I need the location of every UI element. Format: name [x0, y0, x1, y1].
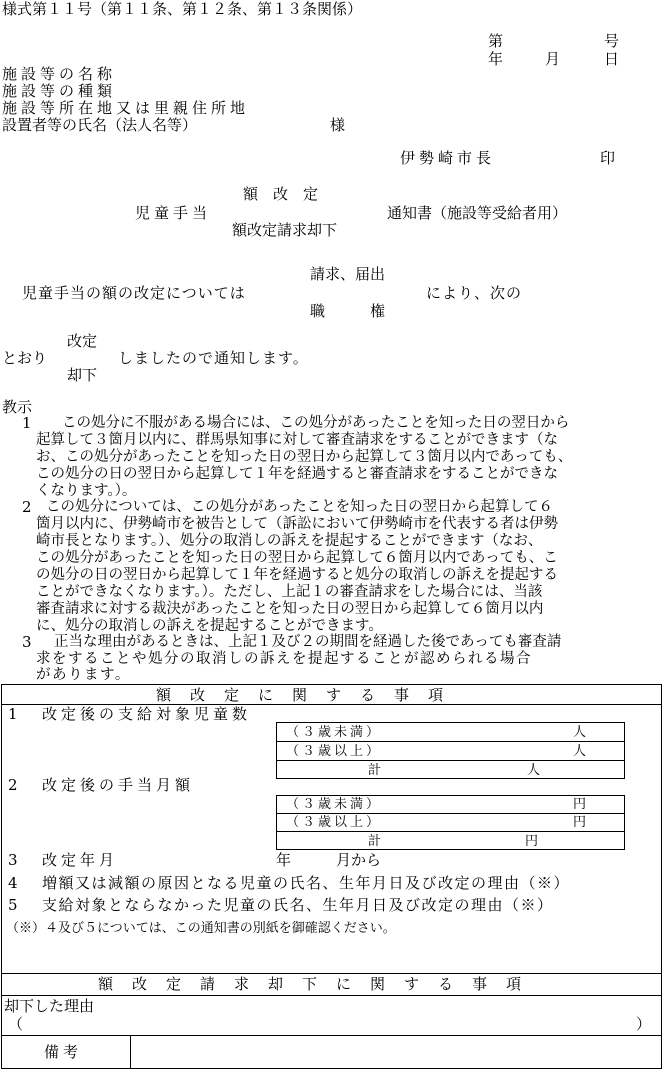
title-option-revision: 額 改 定: [243, 185, 319, 203]
amount-total-unit: 円: [525, 834, 539, 849]
body-line1-tail: により、次の: [426, 284, 523, 302]
choice-request: 請求、届出: [310, 265, 386, 283]
instruction-1-line: この処分に不服がある場合には、この処分があったことを知った日の翌日から: [62, 415, 570, 431]
children-total-label: 計: [368, 763, 382, 778]
instruction-1-line: お、この処分があったことを知った日の翌日から起算して３箇月以内であっても、: [36, 449, 573, 465]
choice-revise: 改定: [67, 332, 98, 350]
issuer-name: 伊勢崎市長: [400, 149, 496, 167]
instructions-heading: 教示: [2, 398, 33, 416]
instruction-1-number: 1: [22, 414, 32, 432]
item1-number: 1: [8, 705, 18, 723]
item5-label: 支給対象とならなかった児童の氏名、生年月日及び改定の理由（※）: [42, 896, 554, 914]
instruction-2-line: ことができなくなります。）。ただし、上記１の審査請求をした場合には、当該: [36, 584, 543, 600]
children-under3-unit: 人: [573, 725, 587, 740]
amount-under3-label: （３歳未満）: [286, 797, 383, 812]
item4-label: 増額又は減額の原因となる児童の氏名、生年月日及び改定の理由（※）: [42, 874, 571, 892]
revision-year: 年: [276, 851, 292, 869]
instruction-2-line: に、処分の取消しの訴えを提起することができます。: [36, 618, 383, 634]
instruction-2-line: の処分の日の翌日から起算して１年を経過すると処分の取消しの訴えを提起する: [36, 567, 558, 583]
body-line2-head: とおり: [2, 349, 48, 367]
date-day: 日: [604, 50, 620, 68]
title-suffix: 通知書（施設等受給者用）: [387, 204, 568, 222]
instruction-3-number: 3: [22, 633, 32, 651]
choice-ex-officio: 職 権: [310, 302, 386, 320]
divider: [276, 813, 625, 814]
body-line1: 児童手当の額の改定については: [22, 284, 246, 302]
children-over3-unit: 人: [573, 744, 587, 759]
children-over3-label: （３歳以上）: [286, 744, 383, 759]
children-total-unit: 人: [527, 763, 541, 778]
children-under3-label: （３歳未満）: [286, 725, 383, 740]
rejection-reason-label: 却下した理由: [4, 997, 95, 1015]
amount-under3-unit: 円: [573, 797, 587, 812]
reason-close-paren: ）: [636, 1015, 652, 1033]
honorific: 様: [330, 116, 346, 134]
divider: [1, 973, 662, 974]
founder-name-label: 設置者等の氏名（法人名等）: [2, 116, 198, 134]
facility-type-label: 施設等の種類: [2, 82, 117, 100]
date-year: 年: [488, 50, 504, 68]
date-month: 月: [545, 50, 561, 68]
choice-reject: 却下: [67, 366, 98, 384]
divider: [130, 1035, 131, 1069]
form-number: 様式第１１号（第１１条、第１２条、第１３条関係）: [2, 0, 363, 18]
divider: [1, 1035, 662, 1036]
revision-note: （※）４及び５については、この通知書の別紙を御確認ください。: [6, 921, 396, 936]
item2-number: 2: [8, 776, 18, 794]
instruction-3-line: があります。: [36, 667, 131, 683]
amount-over3-label: （３歳以上）: [286, 815, 383, 830]
divider: [276, 741, 625, 742]
facility-address-label: 施設等所在地又は里親住所地: [2, 99, 250, 117]
instruction-3-line: 求をすることや処分の取消しの訴えを提起することが認められる場合: [36, 651, 532, 667]
facility-name-label: 施設等の名称: [2, 65, 117, 83]
item1-label: 改定後の支給対象児童数: [42, 705, 252, 723]
title-prefix: 児童手当: [135, 204, 212, 222]
title-option-rejection: 額改定請求却下: [232, 221, 338, 239]
item2-label: 改定後の手当月額: [42, 776, 195, 794]
instruction-1-line: 起算して３箇月以内に、群馬県知事に対して審査請求をすることができます（な: [36, 432, 558, 448]
item3-number: 3: [8, 851, 18, 869]
item5-number: 5: [8, 896, 18, 914]
rejection-heading: 額 改 定 請 求 却 下 に 関 す る 事 項: [98, 975, 524, 993]
divider: [276, 760, 625, 761]
seal-mark: 印: [600, 149, 616, 167]
revision-month-from: 月から: [336, 851, 382, 869]
instruction-2-line: 審査請求に対する裁決があったことを知った日の翌日から起算して６箇月以内: [36, 601, 544, 617]
instruction-1-line: くなります。）。: [36, 483, 137, 499]
amount-over3-unit: 円: [573, 815, 587, 830]
instruction-2-number: 2: [22, 498, 32, 516]
revision-heading: 額 改 定 に 関 す る 事 項: [156, 686, 446, 704]
amount-total-label: 計: [368, 834, 382, 849]
instruction-2-line: 崎市長となります。）、処分の取消しの訴えを提起することができます（なお、: [36, 533, 543, 549]
instruction-2-line: 箇月以内に、伊勢崎市を被告として（訴訟において伊勢崎市を代表する者は伊勢: [36, 516, 558, 532]
doc-number-suffix: 号: [604, 32, 620, 50]
remarks-label: 備考: [44, 1043, 83, 1061]
divider: [276, 831, 625, 832]
instruction-2-line: この処分があったことを知った日の翌日から起算して６箇月以内であっても、こ: [36, 550, 558, 566]
item3-label: 改定年月: [42, 851, 119, 869]
instruction-1-line: この処分の日の翌日から起算して１年を経過すると審査請求をすることができな: [36, 466, 558, 482]
instruction-3-line: 正当な理由があるときは、上記１及び２の期間を経過した後であっても審査請: [54, 634, 562, 650]
reason-open-paren: （: [8, 1015, 24, 1033]
divider: [1, 995, 662, 996]
item4-number: 4: [8, 874, 18, 892]
doc-number-prefix: 第: [488, 32, 504, 50]
body-line2-tail: しましたので通知します。: [118, 349, 309, 367]
instruction-2-line: この処分については、この処分があったことを知った日の翌日から起算して６: [46, 499, 554, 515]
